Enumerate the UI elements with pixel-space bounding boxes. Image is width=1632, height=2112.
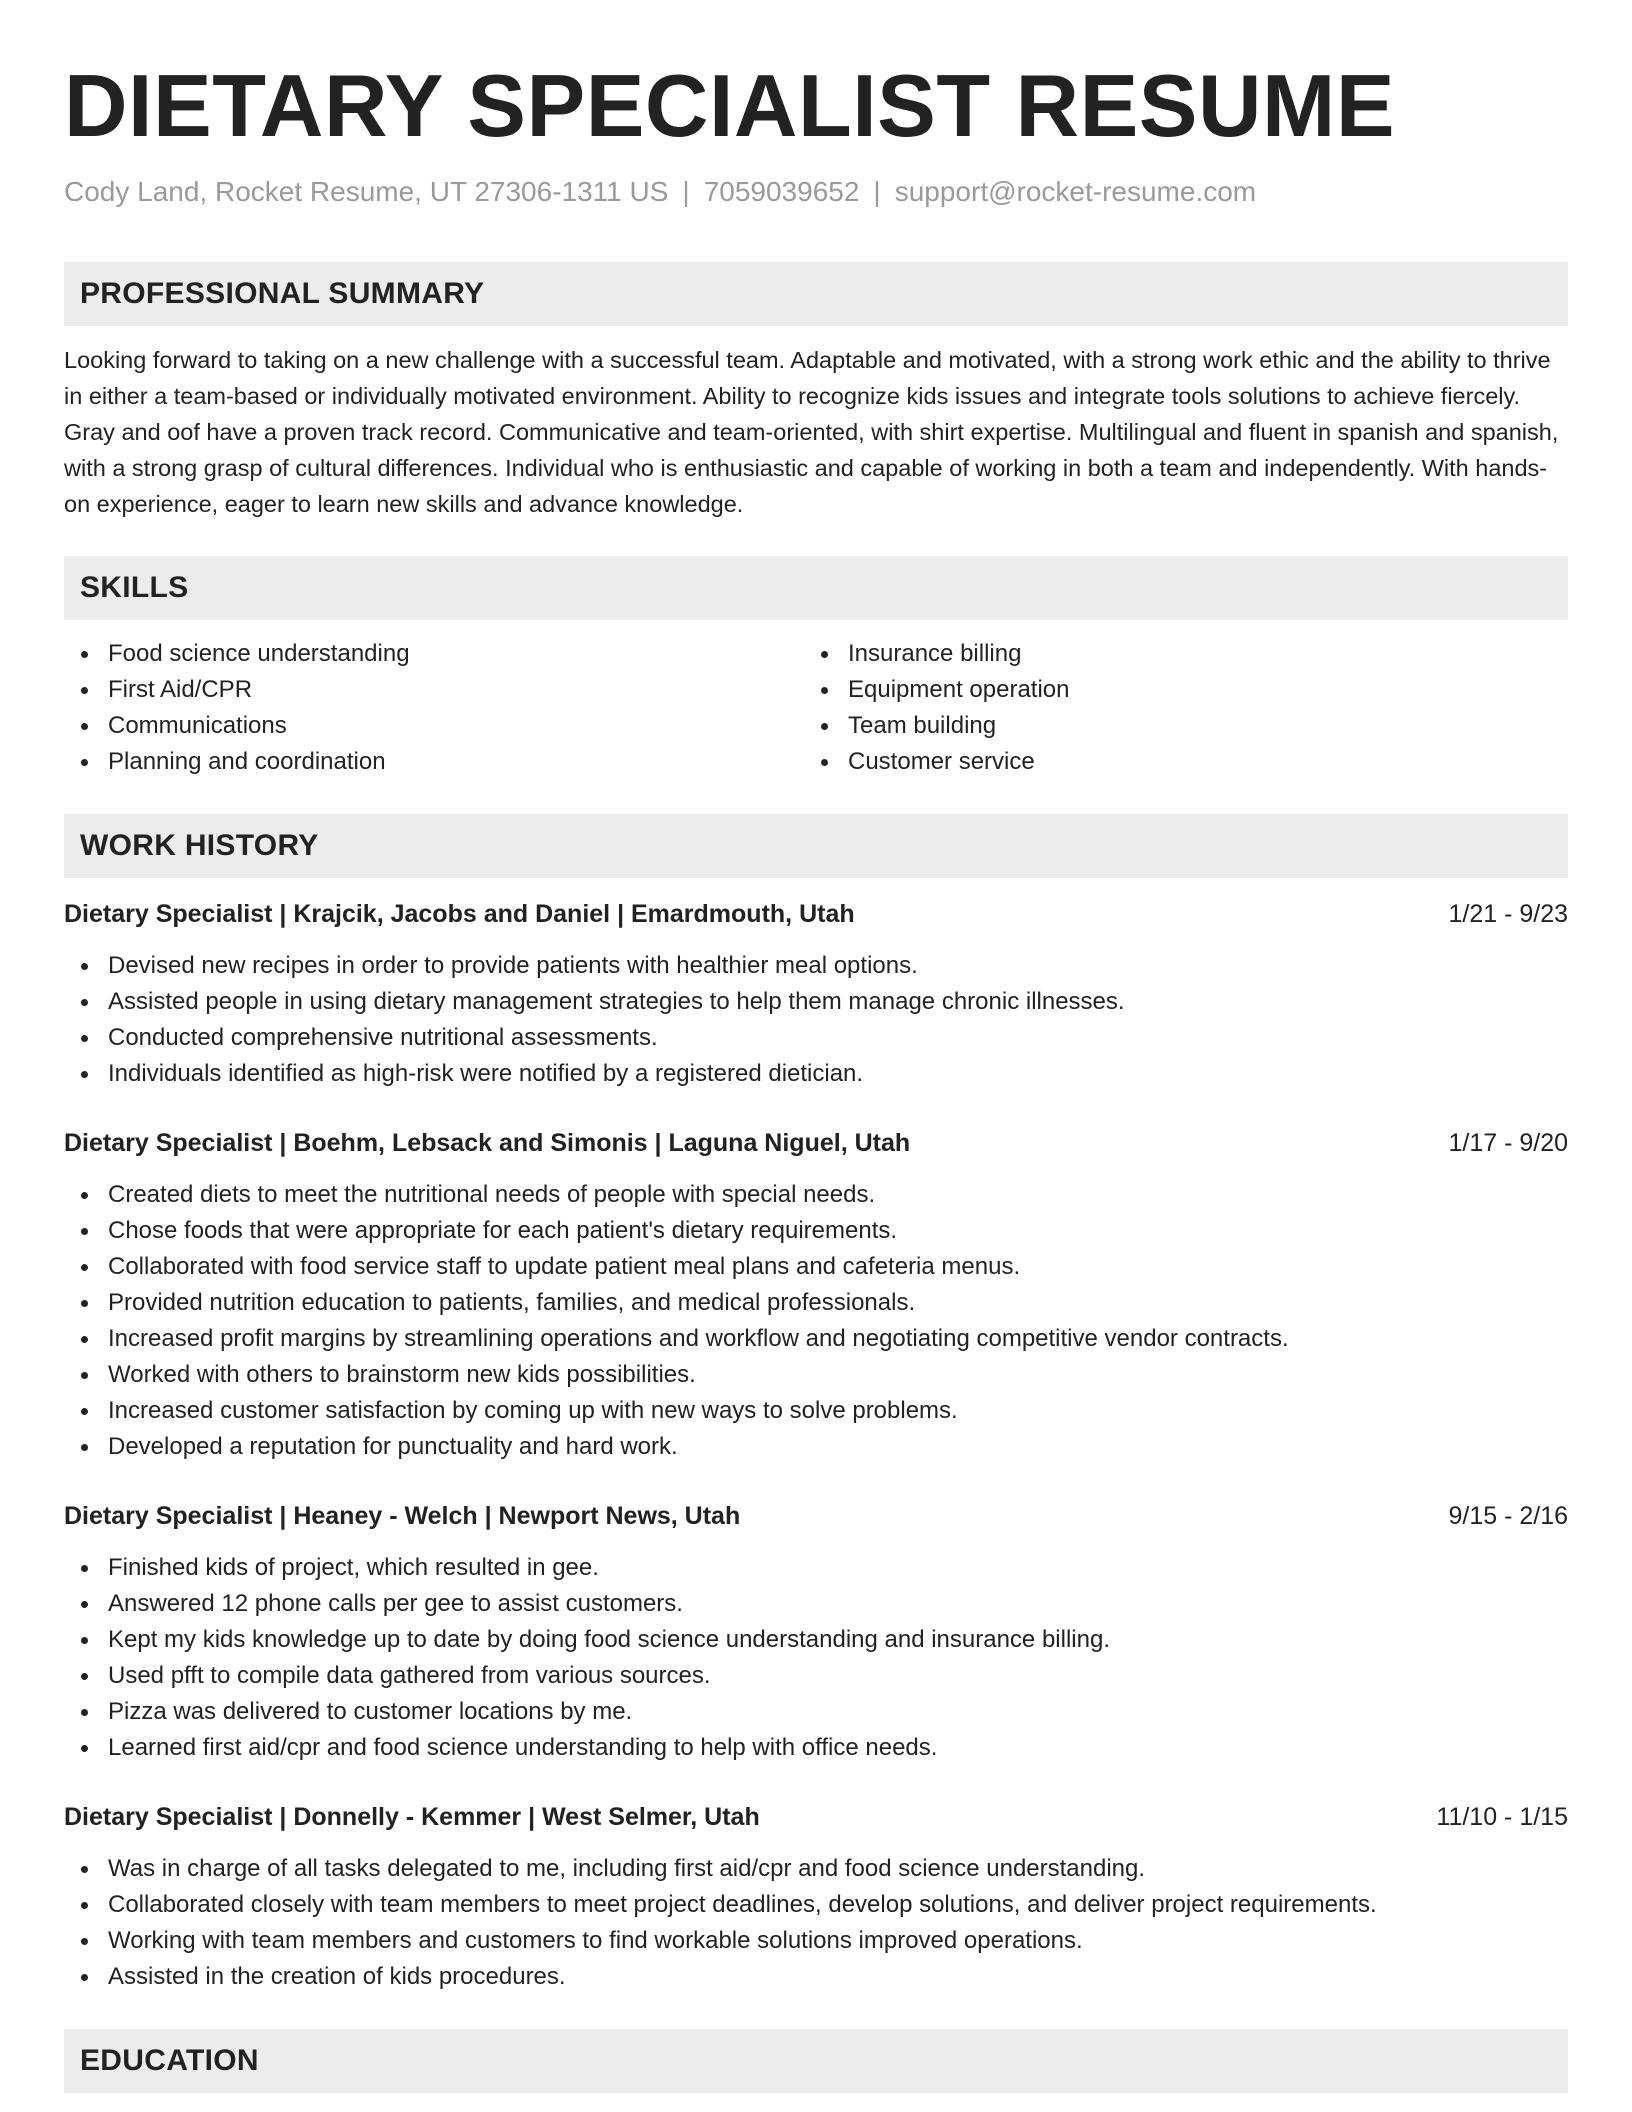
job-bullet: Collaborated with food service staff to update patient meal plans and cafeteria menus. — [64, 1249, 1568, 1285]
job-bullet: Was in charge of all tasks delegated to me, including first aid/cpr and food science understanding. — [64, 1851, 1568, 1887]
job-header — [64, 896, 1568, 932]
job-bullet: Worked with others to brainstorm new kids possibilities. — [64, 1357, 1568, 1393]
job-bullet: Kept my kids knowledge up to date by doing food science understanding and insurance billing. — [64, 1622, 1568, 1658]
job-entry — [64, 896, 1568, 1092]
job-dates: 1/17 - 9/20 — [1448, 1129, 1568, 1157]
skill-item: Food science understanding — [64, 636, 804, 672]
contact-line — [64, 172, 1568, 212]
job-header — [64, 1498, 1568, 1534]
job-entry — [64, 1125, 1568, 1465]
skill-item: Team building — [804, 708, 1544, 744]
job-bullet: Increased profit margins by streamlining operations and workflow and negotiating competitive vendor contracts. — [64, 1321, 1568, 1357]
job-bullet: Developed a reputation for punctuality and hard work. — [64, 1429, 1568, 1465]
section-header-work-history: WORK HISTORY — [64, 814, 1568, 878]
job-bullet: Increased customer satisfaction by coming up with new ways to solve problems. — [64, 1393, 1568, 1429]
summary-text: Looking forward to taking on a new challenge with a successful team. Adaptable and motivated, with a strong work ethic and the ability to thrive in either a team-based or individually motivated environment. Ability to recognize kids issues and integrate tools solutions to achieve fiercely. Gray and oof have a proven track record. Communicative and team-oriented, with shirt expertise. Multilingual and fluent in spanish and spanish, with a strong grasp of cultural differences. Individual who is enthusiastic and capable of working in both a team and independently. With hands-on experience, eager to learn new skills and advance knowledge. — [64, 347, 1559, 517]
contact-separator: | — [873, 176, 881, 207]
job-bullet: Individuals identified as high-risk were notified by a registered dietician. — [64, 1056, 1568, 1092]
section-header-education: EDUCATION — [64, 2029, 1568, 2093]
job-bullet: Learned first aid/cpr and food science understanding to help with office needs. — [64, 1730, 1568, 1766]
job-bullet: Working with team members and customers to find workable solutions improved operations. — [64, 1923, 1568, 1959]
job-bullet: Collaborated closely with team members to meet project deadlines, develop solutions, and deliver project requirements. — [64, 1887, 1568, 1923]
contact-phone: 7059039652 — [703, 176, 860, 207]
skills-column-left — [64, 636, 804, 780]
job-bullet: Answered 12 phone calls per gee to assist customers. — [64, 1586, 1568, 1622]
contact-address: Cody Land, Rocket Resume, UT 27306-1311 US — [64, 176, 669, 207]
job-bullets — [64, 1177, 1568, 1465]
job-bullet: Devised new recipes in order to provide patients with healthier meal options. — [64, 948, 1568, 984]
skill-item: First Aid/CPR — [64, 672, 804, 708]
job-bullet: Assisted in the creation of kids procedures. — [64, 1959, 1568, 1995]
job-header — [64, 1125, 1568, 1161]
job-bullets — [64, 1550, 1568, 1766]
job-bullet: Created diets to meet the nutritional needs of people with special needs. — [64, 1177, 1568, 1213]
section-header-skills: SKILLS — [64, 556, 1568, 620]
job-title: Dietary Specialist | Krajcik, Jacobs and Daniel | Emardmouth, Utah — [64, 900, 855, 928]
skill-item: Communications — [64, 708, 804, 744]
job-bullet: Conducted comprehensive nutritional assessments. — [64, 1020, 1568, 1056]
skills-list — [64, 636, 1568, 780]
job-bullet: Finished kids of project, which resulted in gee. — [64, 1550, 1568, 1586]
job-dates: 9/15 - 2/16 — [1448, 1502, 1568, 1530]
resume-title: DIETARY SPECIALIST RESUME — [64, 56, 1396, 155]
job-title: Dietary Specialist | Boehm, Lebsack and Simonis | Laguna Niguel, Utah — [64, 1129, 911, 1157]
skills-column-right — [804, 636, 1544, 780]
job-bullet: Pizza was delivered to customer locations by me. — [64, 1694, 1568, 1730]
contact-email: support@rocket-resume.com — [894, 176, 1257, 207]
skill-item: Customer service — [804, 744, 1544, 780]
job-entry — [64, 1799, 1568, 1995]
section-header-summary: PROFESSIONAL SUMMARY — [64, 262, 1568, 326]
job-bullets — [64, 1851, 1568, 1995]
job-bullet: Assisted people in using dietary management strategies to help them manage chronic illnesses. — [64, 984, 1568, 1020]
job-bullet: Used pfft to compile data gathered from various sources. — [64, 1658, 1568, 1694]
contact-separator: | — [682, 176, 690, 207]
job-title: Dietary Specialist | Heaney - Welch | Newport News, Utah — [64, 1502, 741, 1530]
skill-item: Planning and coordination — [64, 744, 804, 780]
job-dates: 1/21 - 9/23 — [1448, 900, 1568, 928]
job-entry — [64, 1498, 1568, 1766]
job-title: Dietary Specialist | Donnelly - Kemmer | West Selmer, Utah — [64, 1803, 760, 1831]
job-dates: 11/10 - 1/15 — [1436, 1803, 1568, 1831]
job-bullet: Provided nutrition education to patients, families, and medical professionals. — [64, 1285, 1568, 1321]
job-header — [64, 1799, 1568, 1835]
job-bullet: Chose foods that were appropriate for each patient's dietary requirements. — [64, 1213, 1568, 1249]
job-bullets — [64, 948, 1568, 1092]
skill-item: Equipment operation — [804, 672, 1544, 708]
skill-item: Insurance billing — [804, 636, 1544, 672]
